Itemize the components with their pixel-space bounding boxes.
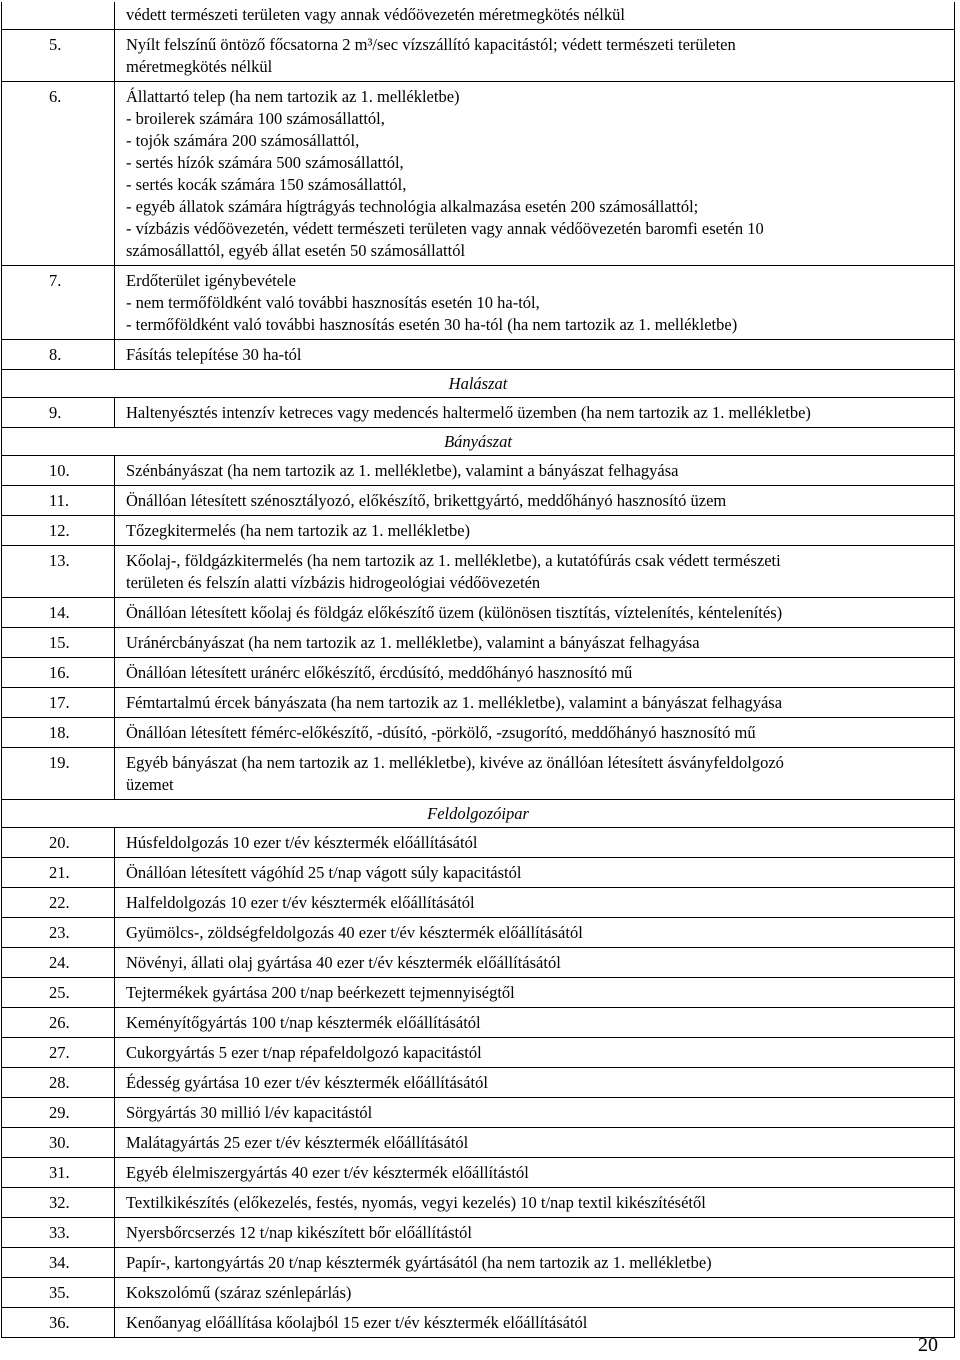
item-number: 13. [49,551,70,570]
item-text-line: - sertés kocák számára 150 számosállattól, [126,175,407,194]
item-number: 19. [49,753,70,772]
item-text-line: méretmegkötés nélkül [126,57,273,76]
item-number: 31. [49,1163,70,1182]
item-number: 15. [49,633,70,652]
table-row [1,1248,955,1278]
item-text-line: üzemet [126,775,174,794]
item-number: 25. [49,983,70,1002]
table-row [1,1218,955,1248]
column-divider [114,266,115,339]
item-number: 32. [49,1193,70,1212]
item-text-line: Önállóan létesített vágóhíd 25 t/nap vágott súly kapacitástól [126,863,522,882]
item-text-line: Növényi, állati olaj gyártása 40 ezer t/év késztermék előállításától [126,953,561,972]
item-text [126,34,950,78]
item-text [126,1252,950,1274]
item-text [126,1312,950,1334]
item-text-line: Tejtermékek gyártása 200 t/nap beérkezett tejmennyiségtől [126,983,515,1002]
item-text [126,722,950,744]
item-number: 35. [49,1283,70,1302]
item-number: 18. [49,723,70,742]
item-text [126,892,950,914]
table-row [1,978,955,1008]
continuation-row [1,2,955,30]
item-number: 26. [49,1013,70,1032]
item-number: 22. [49,893,70,912]
item-text [126,402,950,424]
column-divider [114,1218,115,1247]
item-text-line: Édesség gyártása 10 ezer t/év késztermék előállításától [126,1073,488,1092]
table-row [1,1038,955,1068]
page-number: 20 [918,1334,938,1356]
item-text-line: - sertés hízók számára 500 számosállattól, [126,153,404,172]
column-divider [114,858,115,887]
item-number: 10. [49,461,70,480]
item-number: 12. [49,521,70,540]
item-text-line: Kokszolómű (száraz szénlepárlás) [126,1283,352,1302]
table-row [1,82,955,266]
section-heading-row [1,370,955,398]
item-text [126,1282,950,1304]
column-divider [114,398,115,427]
item-text-line: Önállóan létesített uránérc előkészítő, ércdúsító, meddőhányó hasznosító mű [126,663,633,682]
item-number: 6. [49,87,62,106]
table-row [1,1188,955,1218]
column-divider [114,598,115,627]
item-text [126,602,950,624]
item-text-line: Halfeldolgozás 10 ezer t/év késztermék előállításától [126,893,475,912]
column-divider [114,948,115,977]
item-text-line: Keményítőgyártás 100 t/nap késztermék előállításától [126,1013,481,1032]
item-text-line: Fémtartalmú ércek bányászata (ha nem tartozik az 1. mellékletbe), valamint a bányászat felhagyása [126,693,783,712]
item-text-line: - broilerek számára 100 számosállattól, [126,109,385,128]
item-number: 36. [49,1313,70,1332]
item-text-line: Kőolaj-, földgázkitermelés (ha nem tartozik az 1. mellékletbe), a kutatófúrás csak védett természeti [126,551,781,570]
item-text-line: számosállattól, egyéb állat esetén 50 számosállattól [126,241,466,260]
table-row [1,1098,955,1128]
item-text-line: Kenőanyag előállítása kőolajból 15 ezer t/év késztermék előállításától [126,1313,588,1332]
column-divider [114,2,115,29]
column-divider [114,516,115,545]
table-row [1,30,955,82]
item-text-line: Önállóan létesített fémérc-előkészítő, -dúsító, -pörkölő, -zsugorító, meddőhányó hasznosító mű [126,723,756,742]
table-row [1,748,955,800]
table-row [1,456,955,486]
section-heading-row [1,428,955,456]
item-text-line: Szénbányászat (ha nem tartozik az 1. mellékletbe), valamint a bányászat felhagyása [126,461,679,480]
column-divider [114,1008,115,1037]
item-text [126,1222,950,1244]
item-text-line: Nyílt felszínű öntöző főcsatorna 2 m³/sec vízszállító kapacitástól; védett természeti területen [126,35,736,54]
column-divider [114,748,115,799]
item-text [126,952,950,974]
item-text-line: Egyéb bányászat (ha nem tartozik az 1. mellékletbe), kivéve az önállóan létesített ásványfeldolgozó [126,753,784,772]
table-row [1,1128,955,1158]
item-number: 27. [49,1043,70,1062]
table-row [1,948,955,978]
item-text-line: Haltenyésztés intenzív ketreces vagy medencés haltermelő üzemben (ha nem tartozik az 1. mellékletbe) [126,403,811,422]
item-text-line: Gyümölcs-, zöldségfeldolgozás 40 ezer t/év késztermék előállításától [126,923,583,942]
table-row [1,628,955,658]
table-row [1,688,955,718]
table-row [1,340,955,370]
item-number: 24. [49,953,70,972]
item-number: 16. [49,663,70,682]
item-text-line: - nem termőföldként való további hasznosítás esetén 10 ha-tól, [126,293,540,312]
table-row [1,398,955,428]
item-text [126,550,950,594]
item-text [126,1042,950,1064]
section-heading: Bányászat [444,432,512,451]
item-text-line: Sörgyártás 30 millió l/év kapacitástól [126,1103,373,1122]
item-text-line: Papír-, kartongyártás 20 t/nap késztermék gyártásától (ha nem tartozik az 1. mellékletbe) [126,1253,712,1272]
column-divider [114,1248,115,1277]
column-divider [114,1308,115,1337]
item-number: 21. [49,863,70,882]
column-divider [114,918,115,947]
column-divider [114,486,115,515]
item-text [126,832,950,854]
item-text-line: Erdőterület igénybevétele [126,271,296,290]
column-divider [114,1278,115,1307]
item-text-line: - vízbázis védőövezetén, védett természeti területen vagy annak védőövezetén baromfi esetén 10 [126,219,764,238]
table-row [1,516,955,546]
item-text [126,632,950,654]
item-number: 9. [49,403,62,422]
column-divider [114,688,115,717]
column-divider [114,1098,115,1127]
item-text [126,1192,950,1214]
table-row [1,266,955,340]
item-number: 5. [49,35,62,54]
column-divider [114,340,115,369]
item-text-line: Nyersbőrcserzés 12 t/nap kikészített bőr előállítástól [126,1223,472,1242]
item-number: 14. [49,603,70,622]
table-row [1,1308,955,1338]
item-number: 11. [49,491,70,510]
item-number: 34. [49,1253,70,1272]
item-number: 30. [49,1133,70,1152]
item-text-line: Önállóan létesített kőolaj és földgáz előkészítő üzem (különösen tisztítás, víztelenítés, kéntelenítés) [126,603,783,622]
item-text-line: Húsfeldolgozás 10 ezer t/év késztermék előállításától [126,833,478,852]
item-number: 7. [49,271,62,290]
item-text [126,752,950,796]
item-number: 20. [49,833,70,852]
table-row [1,918,955,948]
item-text [126,862,950,884]
column-divider [114,1038,115,1067]
column-divider [114,30,115,81]
item-text [126,1072,950,1094]
table-row [1,658,955,688]
column-divider [114,888,115,917]
item-text-line: területen és felszín alatti vízbázis hidrogeológiai védőövezetén [126,573,541,592]
item-text [126,4,950,26]
table-row [1,1068,955,1098]
section-heading-row [1,800,955,828]
item-text-line: - egyéb állatok számára hígtrágyás technológia alkalmazása esetén 200 számosállattól; [126,197,699,216]
item-text [126,662,950,684]
item-text [126,982,950,1004]
column-divider [114,1188,115,1217]
item-number: 28. [49,1073,70,1092]
column-divider [114,1128,115,1157]
table-row [1,858,955,888]
item-text [126,1132,950,1154]
column-divider [114,978,115,1007]
table-row [1,828,955,858]
table-row [1,1158,955,1188]
table-row [1,486,955,516]
item-text-line: Cukorgyártás 5 ezer t/nap répafeldolgozó kapacitástól [126,1043,482,1062]
item-number: 29. [49,1103,70,1122]
table-row [1,1008,955,1038]
table-row [1,1278,955,1308]
item-number: 8. [49,345,62,364]
item-number: 23. [49,923,70,942]
item-text-line: Egyéb élelmiszergyártás 40 ezer t/év késztermék előállítástól [126,1163,529,1182]
table-row [1,546,955,598]
table-row [1,598,955,628]
section-heading: Feldolgozóipar [427,804,529,823]
column-divider [114,658,115,687]
item-text [126,490,950,512]
item-text [126,1162,950,1184]
item-text [126,86,950,262]
item-text-line: - tojók számára 200 számosállattól, [126,131,360,150]
item-text-line: Uránércbányászat (ha nem tartozik az 1. mellékletbe), valamint a bányászat felhagyása [126,633,700,652]
item-text [126,344,950,366]
item-text-line: Önállóan létesített szénosztályozó, előkészítő, brikettgyártó, meddőhányó hasznosító üzem [126,491,727,510]
section-heading: Halászat [448,374,508,393]
column-divider [114,1158,115,1187]
item-text-line: Malátagyártás 25 ezer t/év késztermék előállításától [126,1133,469,1152]
table-row [1,888,955,918]
item-text-line: - termőföldként való további hasznosítás esetén 30 ha-tól (ha nem tartozik az 1. mellékletbe) [126,315,738,334]
item-text [126,692,950,714]
item-text-line: Fásítás telepítése 30 ha-tól [126,345,302,364]
item-text [126,922,950,944]
item-text [126,1102,950,1124]
item-text-line: védett természeti területen vagy annak védőövezetén méretmegkötés nélkül [126,5,625,24]
item-text [126,460,950,482]
item-number: 17. [49,693,70,712]
item-text-line: Textilkikészítés (előkezelés, festés, nyomás, vegyi kezelés) 10 t/nap textil kikészítésétől [126,1193,706,1212]
item-text-line: Állattartó telep (ha nem tartozik az 1. mellékletbe) [126,87,460,106]
column-divider [114,546,115,597]
column-divider [114,828,115,857]
item-text-line: Tőzegkitermelés (ha nem tartozik az 1. mellékletbe) [126,521,471,540]
column-divider [114,456,115,485]
column-divider [114,628,115,657]
item-number: 33. [49,1223,70,1242]
column-divider [114,1068,115,1097]
column-divider [114,82,115,265]
item-text [126,520,950,542]
item-text [126,270,950,336]
column-divider [114,718,115,747]
item-text [126,1012,950,1034]
table-row [1,718,955,748]
